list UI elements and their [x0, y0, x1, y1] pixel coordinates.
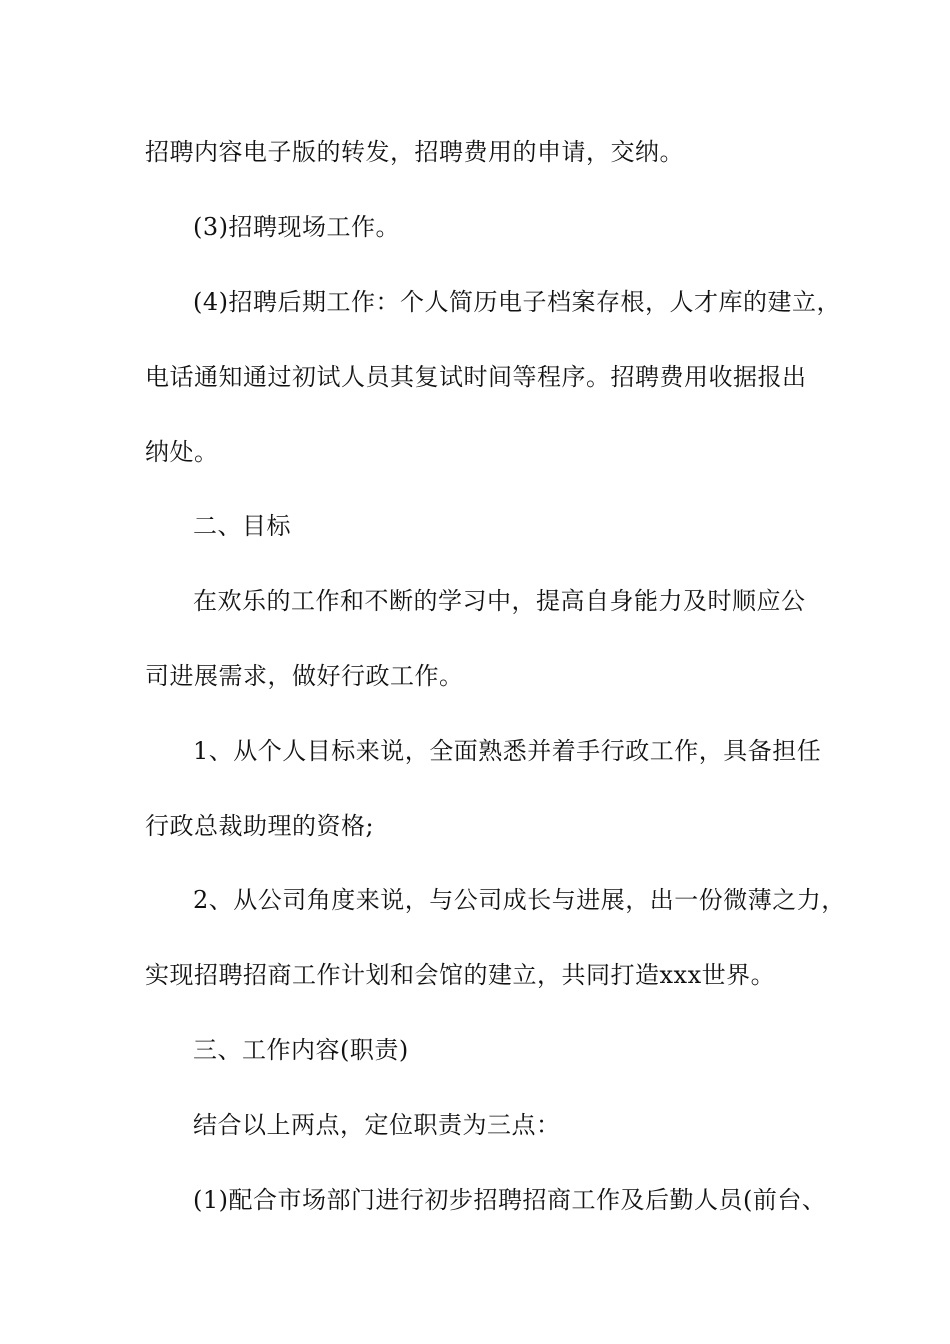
- text-line: 结合以上两点，定位职责为三点：: [193, 1111, 561, 1139]
- text-line: 司进展需求，做好行政工作。: [145, 662, 464, 690]
- text-line: 招聘内容电子版的转发，招聘费用的申请，交纳。: [145, 138, 684, 166]
- text-line: (3)招聘现场工作。: [193, 213, 400, 241]
- section-heading: 三、工作内容(职责): [193, 1036, 409, 1064]
- text-line: (4)招聘后期工作：个人简历电子档案存根，人才库的建立，: [193, 288, 841, 316]
- section-heading: 二、目标: [193, 512, 291, 540]
- text-line: 实现招聘招商工作计划和会馆的建立，共同打造xxx世界。: [145, 961, 776, 989]
- text-line: 行政总裁助理的资格;: [145, 812, 375, 840]
- text-line: (1)配合市场部门进行初步招聘招商工作及后勤人员(前台、: [193, 1186, 827, 1214]
- text-line: 在欢乐的工作和不断的学习中，提高自身能力及时顺应公: [193, 587, 806, 615]
- text-line: 1、从个人目标来说，全面熟悉并着手行政工作，具备担任: [193, 737, 822, 765]
- text-line: 纳处。: [145, 438, 219, 466]
- text-line: 2、从公司角度来说，与公司成长与进展，出一份微薄之力，: [193, 886, 846, 914]
- text-line: 电话通知通过初试人员其复试时间等程序。招聘费用收据报出: [145, 363, 807, 391]
